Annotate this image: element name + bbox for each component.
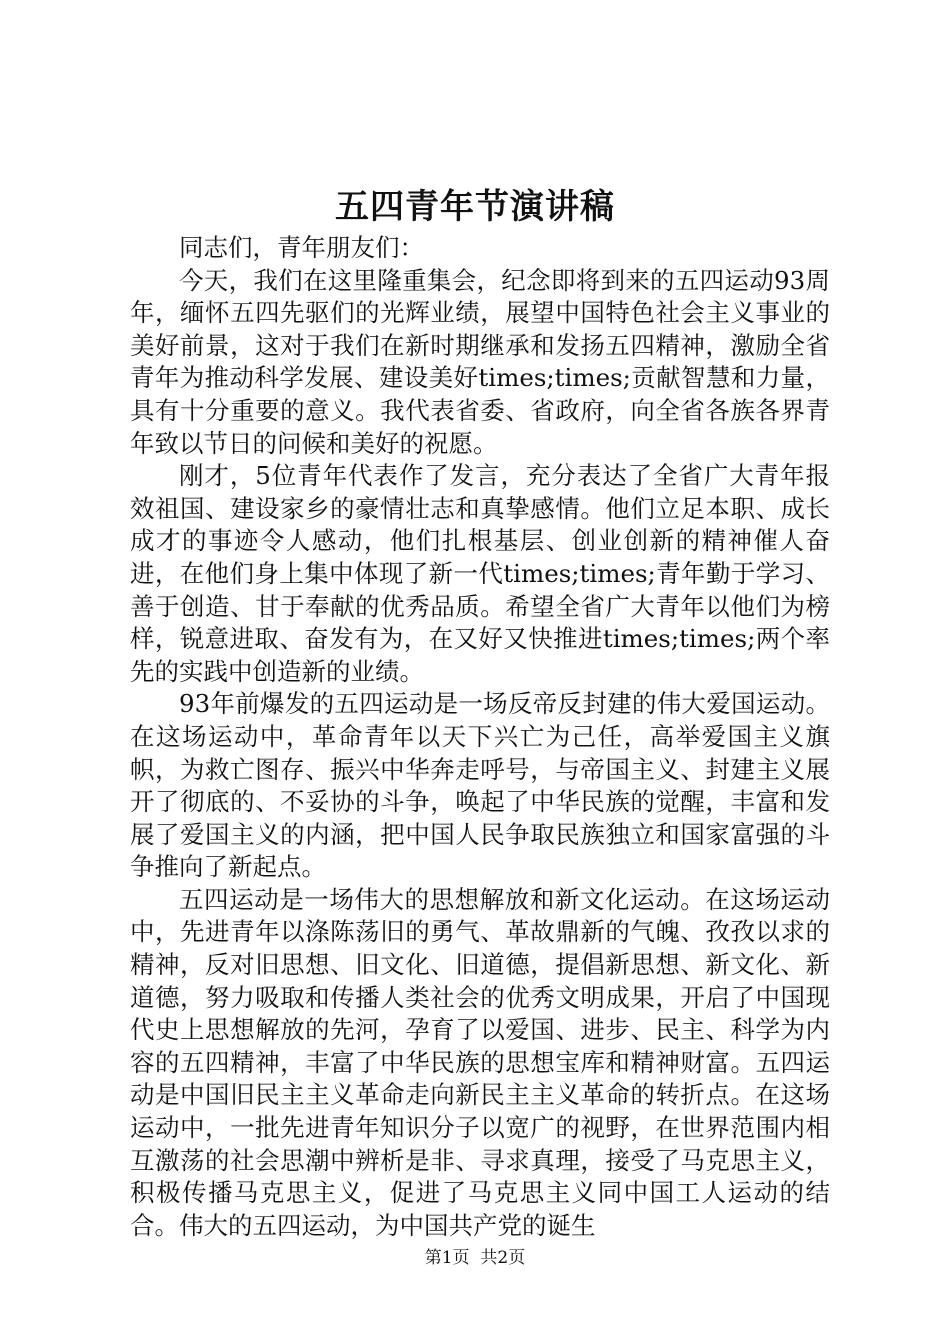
salutation-paragraph: 同志们，青年朋友们：	[179, 233, 424, 262]
document-title: 五四青年节演讲稿	[335, 187, 615, 227]
body-paragraph: 五四运动是一场伟大的思想解放和新文化运动。在这场运动中，先进青年以涤陈荡旧的勇气、革故鼎新的气魄、孜孜以求的精神，反对旧思想、旧文化、旧道德，提倡新思想、新文化、新道德，努力吸取和传播人类社会的优秀文明成果，开启了中国现代史上思想解放的先河，孕育了以爱国、进步、民主、科学为内容的五四精神，丰富了中华民族的思想宝库和精神财富。五四运动是中国旧民主主义革命走向新民主主义革命的转折点。在这场运动中，一批先进青年知识分子以宽广的视野，在世界范围内相互激荡的社会思潮中辨析是非、寻求真理，接受了马克思主义，积极传播马克思主义，促进了马克思主义同中国工人运动的结合。伟大的五四运动，为中国共产党的诞生	[130, 884, 830, 1240]
body-paragraph: 刚才，5位青年代表作了发言，充分表达了全省广大青年报效祖国、建设家乡的豪情壮志和真挚感情。他们立足本职、成长成才的事迹令人感动，他们扎根基层、创业创新的精神催人奋进，在他们身上集中体现了新一代times;times;青年勤于学习、善于创造、甘于奉献的优秀品质。希望全省广大青年以他们为榜样，锐意进取、奋发有为，在又好又快推进times;times;两个率先的实践中创造新的业绩。	[130, 461, 830, 686]
page-number: 第1页 共2页	[424, 1248, 526, 1268]
document-body	[130, 232, 830, 1242]
body-paragraph: 93年前爆发的五四运动是一场反帝反封建的伟大爱国运动。在这场运动中，革命青年以天下兴亡为己任，高举爱国主义旗帜，为救亡图存、振兴中华奔走呼号，与帝国主义、封建主义展开了彻底的、不妥协的斗争，唤起了中华民族的觉醒，丰富和发展了爱国主义的内涵，把中国人民争取民族独立和国家富强的斗争推向了新起点。	[130, 689, 830, 882]
body-paragraph: 今天，我们在这里隆重集会，纪念即将到来的五四运动93周年，缅怀五四先驱们的光辉业绩，展望中国特色社会主义事业的美好前景，这对于我们在新时期继承和发扬五四精神，激励全省青年为推动科学发展、建设美好times;times;贡献智慧和力量，具有十分重要的意义。我代表省委、省政府，向全省各族各界青年致以节日的问候和美好的祝愿。	[130, 265, 830, 458]
page-footer	[0, 1247, 950, 1269]
